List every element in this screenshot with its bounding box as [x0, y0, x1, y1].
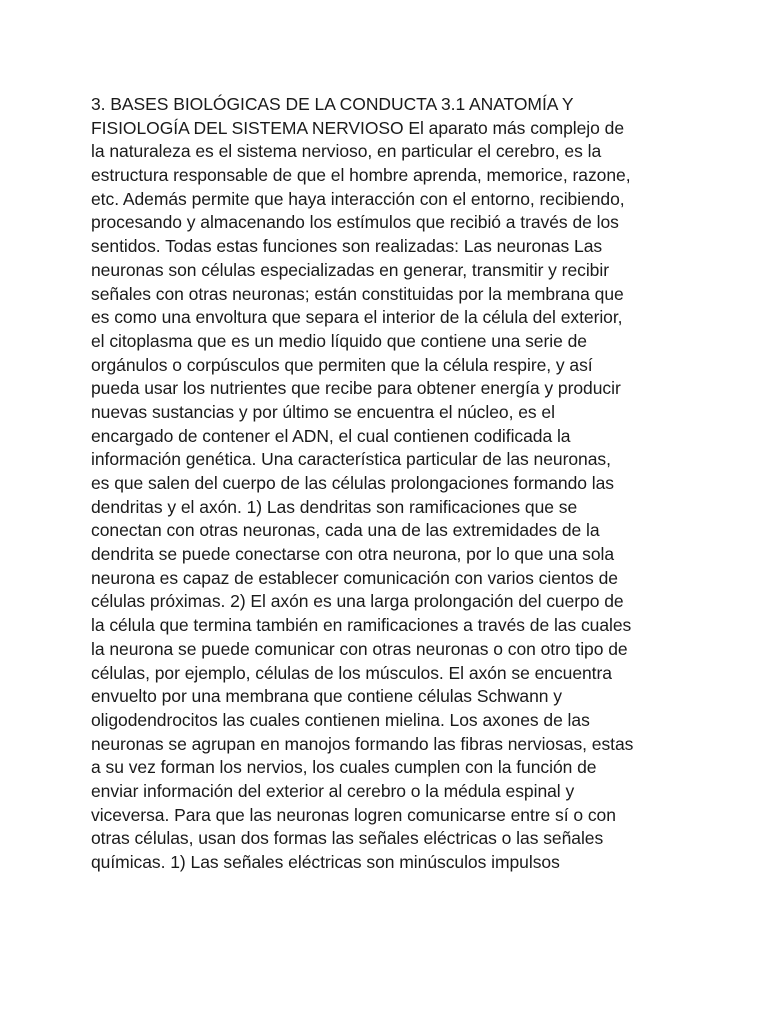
- text-line-15: encargado de contener el ADN, el cual contienen codificada la: [91, 425, 571, 446]
- text-line-17: es que salen del cuerpo de las células prolongaciones formando las: [91, 473, 615, 493]
- text-line-19: conectan con otras neuronas, cada una de las extremidades de la: [91, 520, 600, 541]
- text-line-22: células próximas. 2) El axón es una larga prolongación del cuerpo de: [91, 591, 624, 612]
- text-line-12: orgánulos o corpúsculos que permiten que la célula respire, y así: [91, 354, 593, 375]
- text-line-5: etc. Además permite que haya interacción con el entorno, recibiendo,: [91, 188, 625, 209]
- text-line-26: envuelto por una membrana que contiene células Schwann y: [91, 686, 562, 707]
- text-line-3: la naturaleza es el sistema nervioso, en particular el cerebro, es la: [91, 141, 602, 162]
- text-line-11: el citoplasma que es un medio líquido que contiene una serie de: [91, 330, 587, 351]
- text-line-33: químicas. 1) Las señales eléctricas son minúsculos impulsos: [91, 852, 560, 872]
- text-line-10: es como una envoltura que separa el interior de la célula del exterior,: [91, 307, 623, 328]
- text-line-20: dendrita se puede conectarse con otra neurona, por lo que una sola: [91, 544, 615, 565]
- text-line-24: la neurona se puede comunicar con otras neuronas o con otro tipo de: [91, 638, 628, 659]
- text-line-8: neuronas son células especializadas en generar, transmitir y recibir: [91, 259, 609, 280]
- text-line-7: sentidos. Todas estas funciones son realizadas: Las neuronas Las: [91, 236, 603, 257]
- text-line-16: información genética. Una característica particular de las neuronas,: [91, 449, 611, 470]
- document-page: [91, 93, 691, 875]
- text-line-18: dendritas y el axón. 1) Las dendritas son ramificaciones que se: [91, 496, 578, 517]
- text-line-28: neuronas se agrupan en manojos formando las fibras nerviosas, estas: [91, 733, 634, 754]
- text-line-30: enviar información del exterior al cerebro o la médula espinal y: [91, 780, 575, 801]
- text-line-9: señales con otras neuronas; están constituidas por la membrana que: [91, 283, 624, 304]
- text-line-25: células, por ejemplo, células de los músculos. El axón se encuentra: [91, 662, 612, 683]
- body-text: [91, 93, 691, 875]
- text-line-13: pueda usar los nutrientes que recibe para obtener energía y producir: [91, 378, 621, 399]
- text-line-21: neurona es capaz de establecer comunicación con varios cientos de: [91, 567, 618, 588]
- text-line-31: viceversa. Para que las neuronas logren comunicarse entre sí o con: [91, 804, 616, 825]
- text-line-32: otras células, usan dos formas las señales eléctricas o las señales: [91, 828, 604, 849]
- text-line-29: a su vez forman los nervios, los cuales cumplen con la función de: [91, 757, 597, 778]
- text-line-14: nuevas sustancias y por último se encuentra el núcleo, es el: [91, 401, 555, 422]
- text-line-1: 3. BASES BIOLÓGICAS DE LA CONDUCTA 3.1 ANATOMÍA Y: [91, 94, 574, 114]
- text-line-27: oligodendrocitos las cuales contienen mielina. Los axones de las: [91, 709, 590, 730]
- text-line-23: la célula que termina también en ramificaciones a través de las cuales: [91, 615, 632, 636]
- text-line-4: estructura responsable de que el hombre aprenda, memorice, razone,: [91, 165, 631, 186]
- text-line-2: FISIOLOGÍA DEL SISTEMA NERVIOSO El aparato más complejo de: [91, 117, 625, 138]
- text-line-6: procesando y almacenando los estímulos que recibió a través de los: [91, 212, 619, 233]
